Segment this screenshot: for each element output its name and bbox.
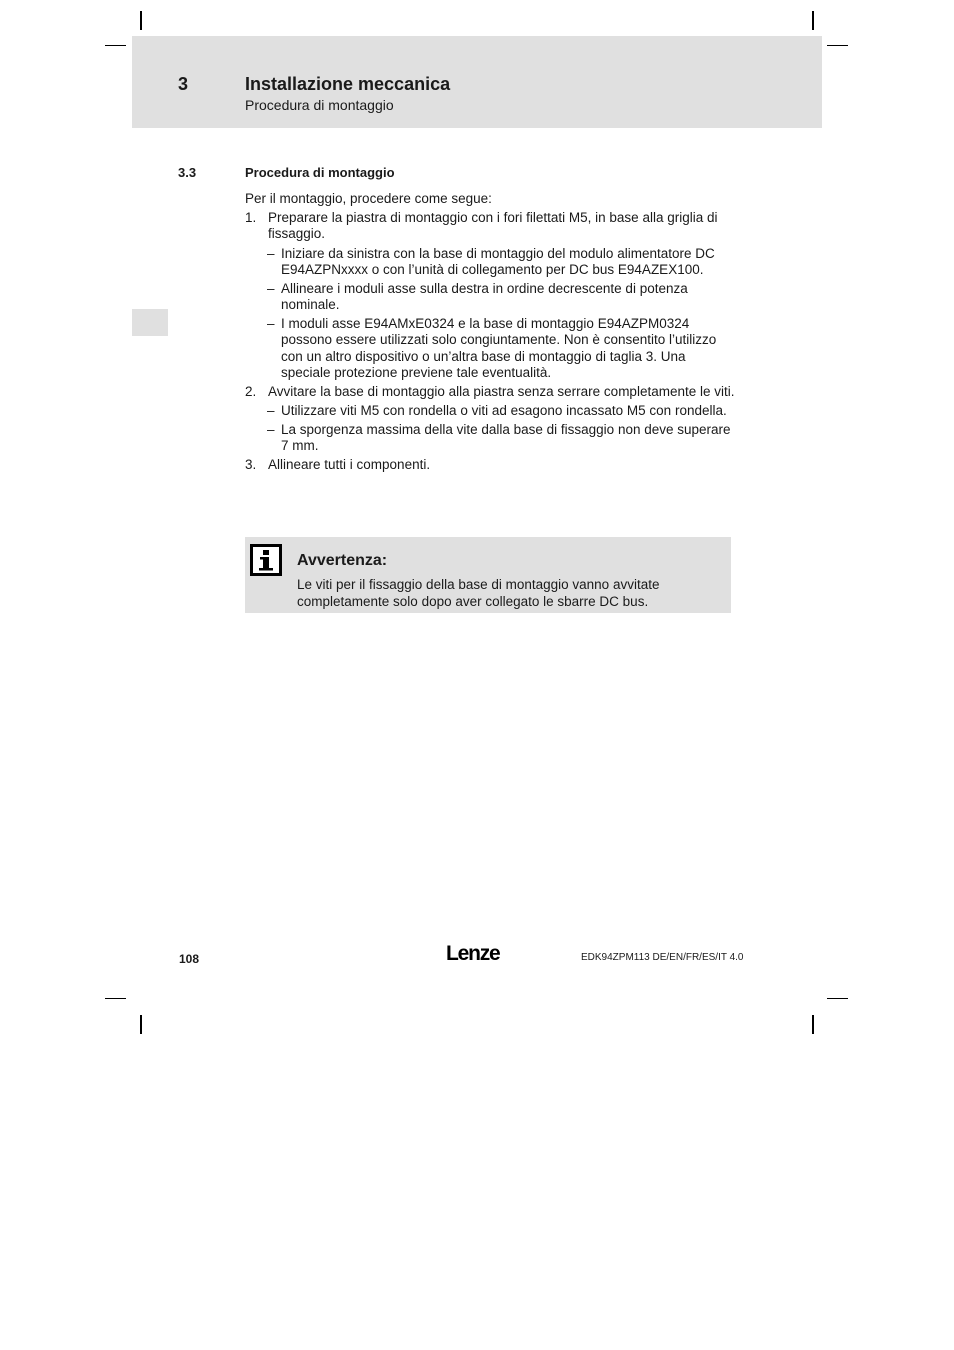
- dash-bullet: –: [267, 245, 275, 261]
- subitem-text: La sporgenza massima della vite dalla base di fissaggio non deve superare 7 mm.: [281, 421, 731, 453]
- step-text: Allineare tutti i componenti.: [268, 456, 431, 472]
- procedure-body: [245, 191, 735, 475]
- step-number: 3.: [245, 456, 257, 472]
- crop-mark-bottom-left-horizontal: [105, 998, 126, 999]
- crop-mark-top-left-horizontal: [105, 45, 126, 46]
- step-subitems: [268, 246, 735, 382]
- chapter-title: Installazione meccanica: [245, 74, 451, 94]
- dash-bullet: –: [267, 421, 275, 437]
- step-number: 1.: [245, 209, 257, 225]
- step-subitems: [268, 403, 735, 455]
- step-subitem: [268, 281, 735, 314]
- dash-bullet: –: [267, 280, 275, 296]
- chapter-header-band: [132, 36, 822, 128]
- note-text: Le viti per il fissaggio della base di montaggio vanno avvitate completamente solo dopo aver collegato le sbarre DC bus.: [297, 577, 660, 609]
- crop-mark-top-right-horizontal: [827, 45, 848, 46]
- step-text: Preparare la piastra di montaggio con i fori filettati M5, in base alla griglia di fissaggio.: [268, 209, 718, 241]
- info-icon: [250, 544, 282, 576]
- dash-bullet: –: [267, 403, 275, 418]
- crop-mark-top-left-vertical: [140, 11, 142, 30]
- chapter-number: 3: [178, 74, 189, 94]
- crop-mark-bottom-left-vertical: [140, 1015, 142, 1034]
- step-subitem: [268, 316, 735, 382]
- section-number: 3.3: [178, 165, 197, 180]
- dash-bullet: –: [267, 315, 275, 331]
- intro-text: Per il montaggio, procedere come segue:: [245, 191, 492, 206]
- step-subitem: [268, 246, 735, 279]
- subitem-text: Iniziare da sinistra con la base di montaggio del modulo alimentatore DC E94AZPNxxxx o con l’unità di collegamento per DC bus E94AZEX100.: [281, 245, 715, 277]
- document-reference: EDK94ZPM113 DE/EN/FR/ES/IT 4.0: [581, 952, 744, 963]
- subitem-text: Utilizzare viti M5 con rondella o viti ad esagono incassato M5 con rondella.: [281, 403, 727, 418]
- chapter-subtitle: Procedura di montaggio: [245, 97, 394, 113]
- procedure-step-1: [245, 210, 735, 382]
- note-box: [245, 537, 731, 613]
- procedure-steps: [245, 210, 735, 474]
- crop-mark-bottom-right-vertical: [812, 1015, 814, 1034]
- lenze-logo: Lenze: [446, 942, 500, 965]
- chapter-side-tab: [132, 309, 168, 336]
- crop-mark-bottom-right-horizontal: [827, 998, 848, 999]
- subitem-text: I moduli asse E94AMxE0324 e la base di montaggio E94AZPM0324 possono essere utilizzati solo congiuntamente. Non è consentito l’utilizzo con un altro dispositivo o un’altra base di montaggio di taglia 3. Una speciale protezione previene tale eventualità.: [281, 315, 717, 380]
- page-number: 108: [179, 952, 200, 966]
- procedure-step-2: [245, 384, 735, 455]
- crop-mark-top-right-vertical: [812, 11, 814, 30]
- step-subitem: [268, 403, 735, 420]
- subitem-text: Allineare i moduli asse sulla destra in ordine decrescente di potenza nominale.: [281, 280, 688, 312]
- step-number: 2.: [245, 383, 257, 399]
- step-subitem: [268, 422, 735, 455]
- section-title: Procedura di montaggio: [245, 165, 395, 180]
- note-title: Avvertenza:: [297, 552, 388, 569]
- step-text: Avvitare la base di montaggio alla piastra senza serrare completamente le viti.: [268, 383, 735, 399]
- procedure-step-3: [245, 457, 735, 474]
